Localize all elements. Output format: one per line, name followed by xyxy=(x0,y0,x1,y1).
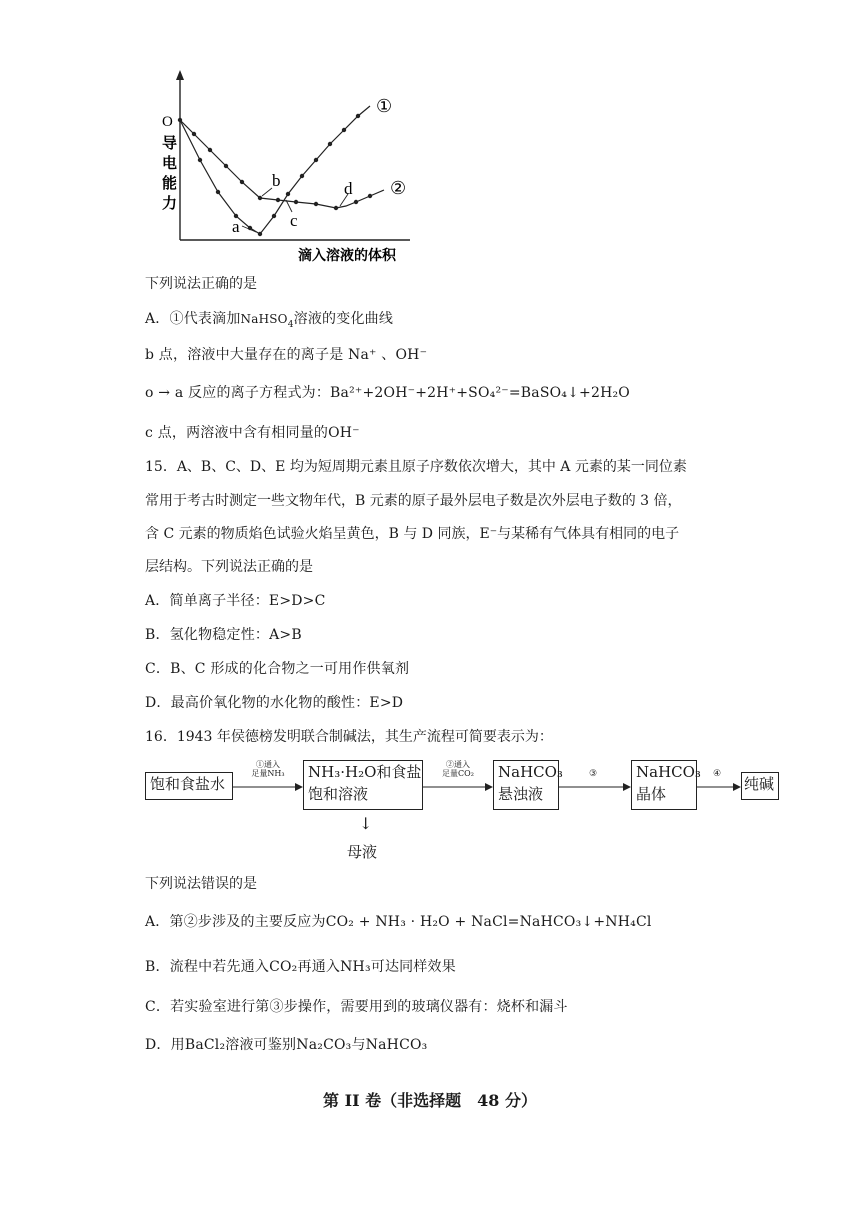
down-arrow: ↓ xyxy=(359,814,373,833)
q14-option-b[interactable]: b 点，溶液中大量存在的离子是 Na⁺ 、OH⁻ xyxy=(145,347,428,363)
flow-arrow-4-label: ④ xyxy=(712,769,722,779)
series-label-2: ② xyxy=(390,178,407,199)
x-axis-label: 滴入溶液的体积 xyxy=(298,248,396,264)
q16-option-b[interactable]: B．流程中若先通入CO₂再通入NH₃可达同样效果 xyxy=(145,959,456,975)
y-axis-arrowhead xyxy=(176,70,184,80)
q15-option-c[interactable]: C．B、C 形成的化合物之一可用作供氧剂 xyxy=(145,661,410,677)
point-label-c: c xyxy=(290,211,298,230)
flow-box-crystal xyxy=(631,760,701,810)
q15-stem-line-2: 常用于考古时测定一些文物年代，B 元素的原子最外层电子数是次外层电子数的 3 倍， xyxy=(145,493,682,509)
q14-prompt: 下列说法正确的是 xyxy=(145,276,257,292)
flow-box-soda-ash: 纯碱 xyxy=(741,772,779,800)
option-letter: A． xyxy=(145,311,170,327)
flow-box-ammonia-brine xyxy=(303,760,423,810)
box-3-line-2: 悬浊液 xyxy=(498,785,544,803)
flow-arrow-1-label xyxy=(243,760,293,778)
q16-stem: 16．1943 年侯德榜发明联合制碱法，其生产流程可简要表示为： xyxy=(145,729,553,745)
y-axis-label-1: 导 xyxy=(162,134,178,152)
arrow-2-label-line-1: ②通入 xyxy=(446,760,470,769)
option-text-post: 溶液的变化曲线 xyxy=(293,311,394,327)
flow-arrow-2-label xyxy=(433,760,483,778)
q16-option-a[interactable]: A．第②步涉及的主要反应为CO₂ + NH₃ · H₂O + NaCl=NaHCO₃↓+NH₄Cl xyxy=(145,914,652,930)
q15-option-b[interactable]: B．氢化物稳定性：A>B xyxy=(145,627,302,643)
curve-2 xyxy=(180,120,384,208)
arrow-2-label-line-2: 足量CO₂ xyxy=(442,769,474,778)
q15-stem-line-4: 层结构。下列说法正确的是 xyxy=(145,559,313,575)
arrow-1-label-line-2: 足量NH₃ xyxy=(251,769,285,778)
arrow-1-label-line-1: ①通入 xyxy=(256,760,280,769)
flow-arrow-2 xyxy=(423,782,493,792)
q16-option-d[interactable]: D．用BaCl₂溶液可鉴别Na₂CO₃与NaHCO₃ xyxy=(145,1037,428,1053)
point-label-a: a xyxy=(232,217,240,236)
flow-box-brine: 饱和食盐水 xyxy=(145,772,233,800)
production-flowchart xyxy=(145,756,775,868)
conductivity-chart xyxy=(160,64,420,270)
flow-arrow-3 xyxy=(559,782,631,792)
box-2-line-2: 饱和溶液 xyxy=(308,785,369,803)
q15-stem-line-1: 15．A、B、C、D、E 均为短周期元素且原子序数依次增大，其中 A 元素的某一同位素 xyxy=(145,459,687,475)
flow-arrow-4 xyxy=(697,782,741,792)
q15-stem-line-3: 含 C 元素的物质焰色试验火焰呈黄色，B 与 D 同族，E⁻与某稀有气体具有相同的电子 xyxy=(145,526,680,542)
y-axis-label-3: 能 xyxy=(162,174,178,192)
box-3-line-1: NaHCO₃ xyxy=(498,763,563,781)
q16-prompt: 下列说法错误的是 xyxy=(145,876,257,892)
series-label-1: ① xyxy=(376,96,393,117)
q15-option-d[interactable]: D．最高价氧化物的水化物的酸性：E>D xyxy=(145,695,404,711)
flow-arrow-1 xyxy=(233,782,303,792)
point-label-d: d xyxy=(344,179,353,198)
formula-subscript: 4 xyxy=(287,319,294,330)
option-text: ①代表滴加 xyxy=(169,311,241,327)
leader-b xyxy=(262,188,272,196)
origin-label: O xyxy=(162,114,173,130)
mother-liquor-label: 母液 xyxy=(347,843,378,861)
q16-option-c[interactable]: C．若实验室进行第③步操作，需要用到的玻璃仪器有：烧杯和漏斗 xyxy=(145,999,568,1015)
box-4-line-1: NaHCO₃ xyxy=(636,763,701,781)
point-label-b: b xyxy=(272,171,281,190)
flow-box-suspension xyxy=(493,760,563,810)
q15-option-a[interactable]: A．简单离子半径：E>D>C xyxy=(145,593,326,609)
y-axis-label-2: 电 xyxy=(162,154,178,172)
formula: NaHSO xyxy=(240,312,288,326)
box-2-line-1: NH₃·H₂O和食盐 xyxy=(308,763,422,781)
flow-arrow-3-label: ③ xyxy=(588,769,598,779)
y-axis-label-4: 力 xyxy=(162,194,178,212)
q14-option-d[interactable]: c 点，两溶液中含有相同量的OH⁻ xyxy=(145,425,360,441)
section-title: 第 II 卷（非选择题 48 分） xyxy=(323,1091,537,1110)
q14-option-a[interactable] xyxy=(145,309,393,329)
box-4-line-2: 晶体 xyxy=(636,785,667,803)
q14-option-c[interactable]: o → a 反应的离子方程式为：Ba²⁺+2OH⁻+2H⁺+SO₄²⁻=BaSO₄↓+2H₂O xyxy=(145,385,630,401)
